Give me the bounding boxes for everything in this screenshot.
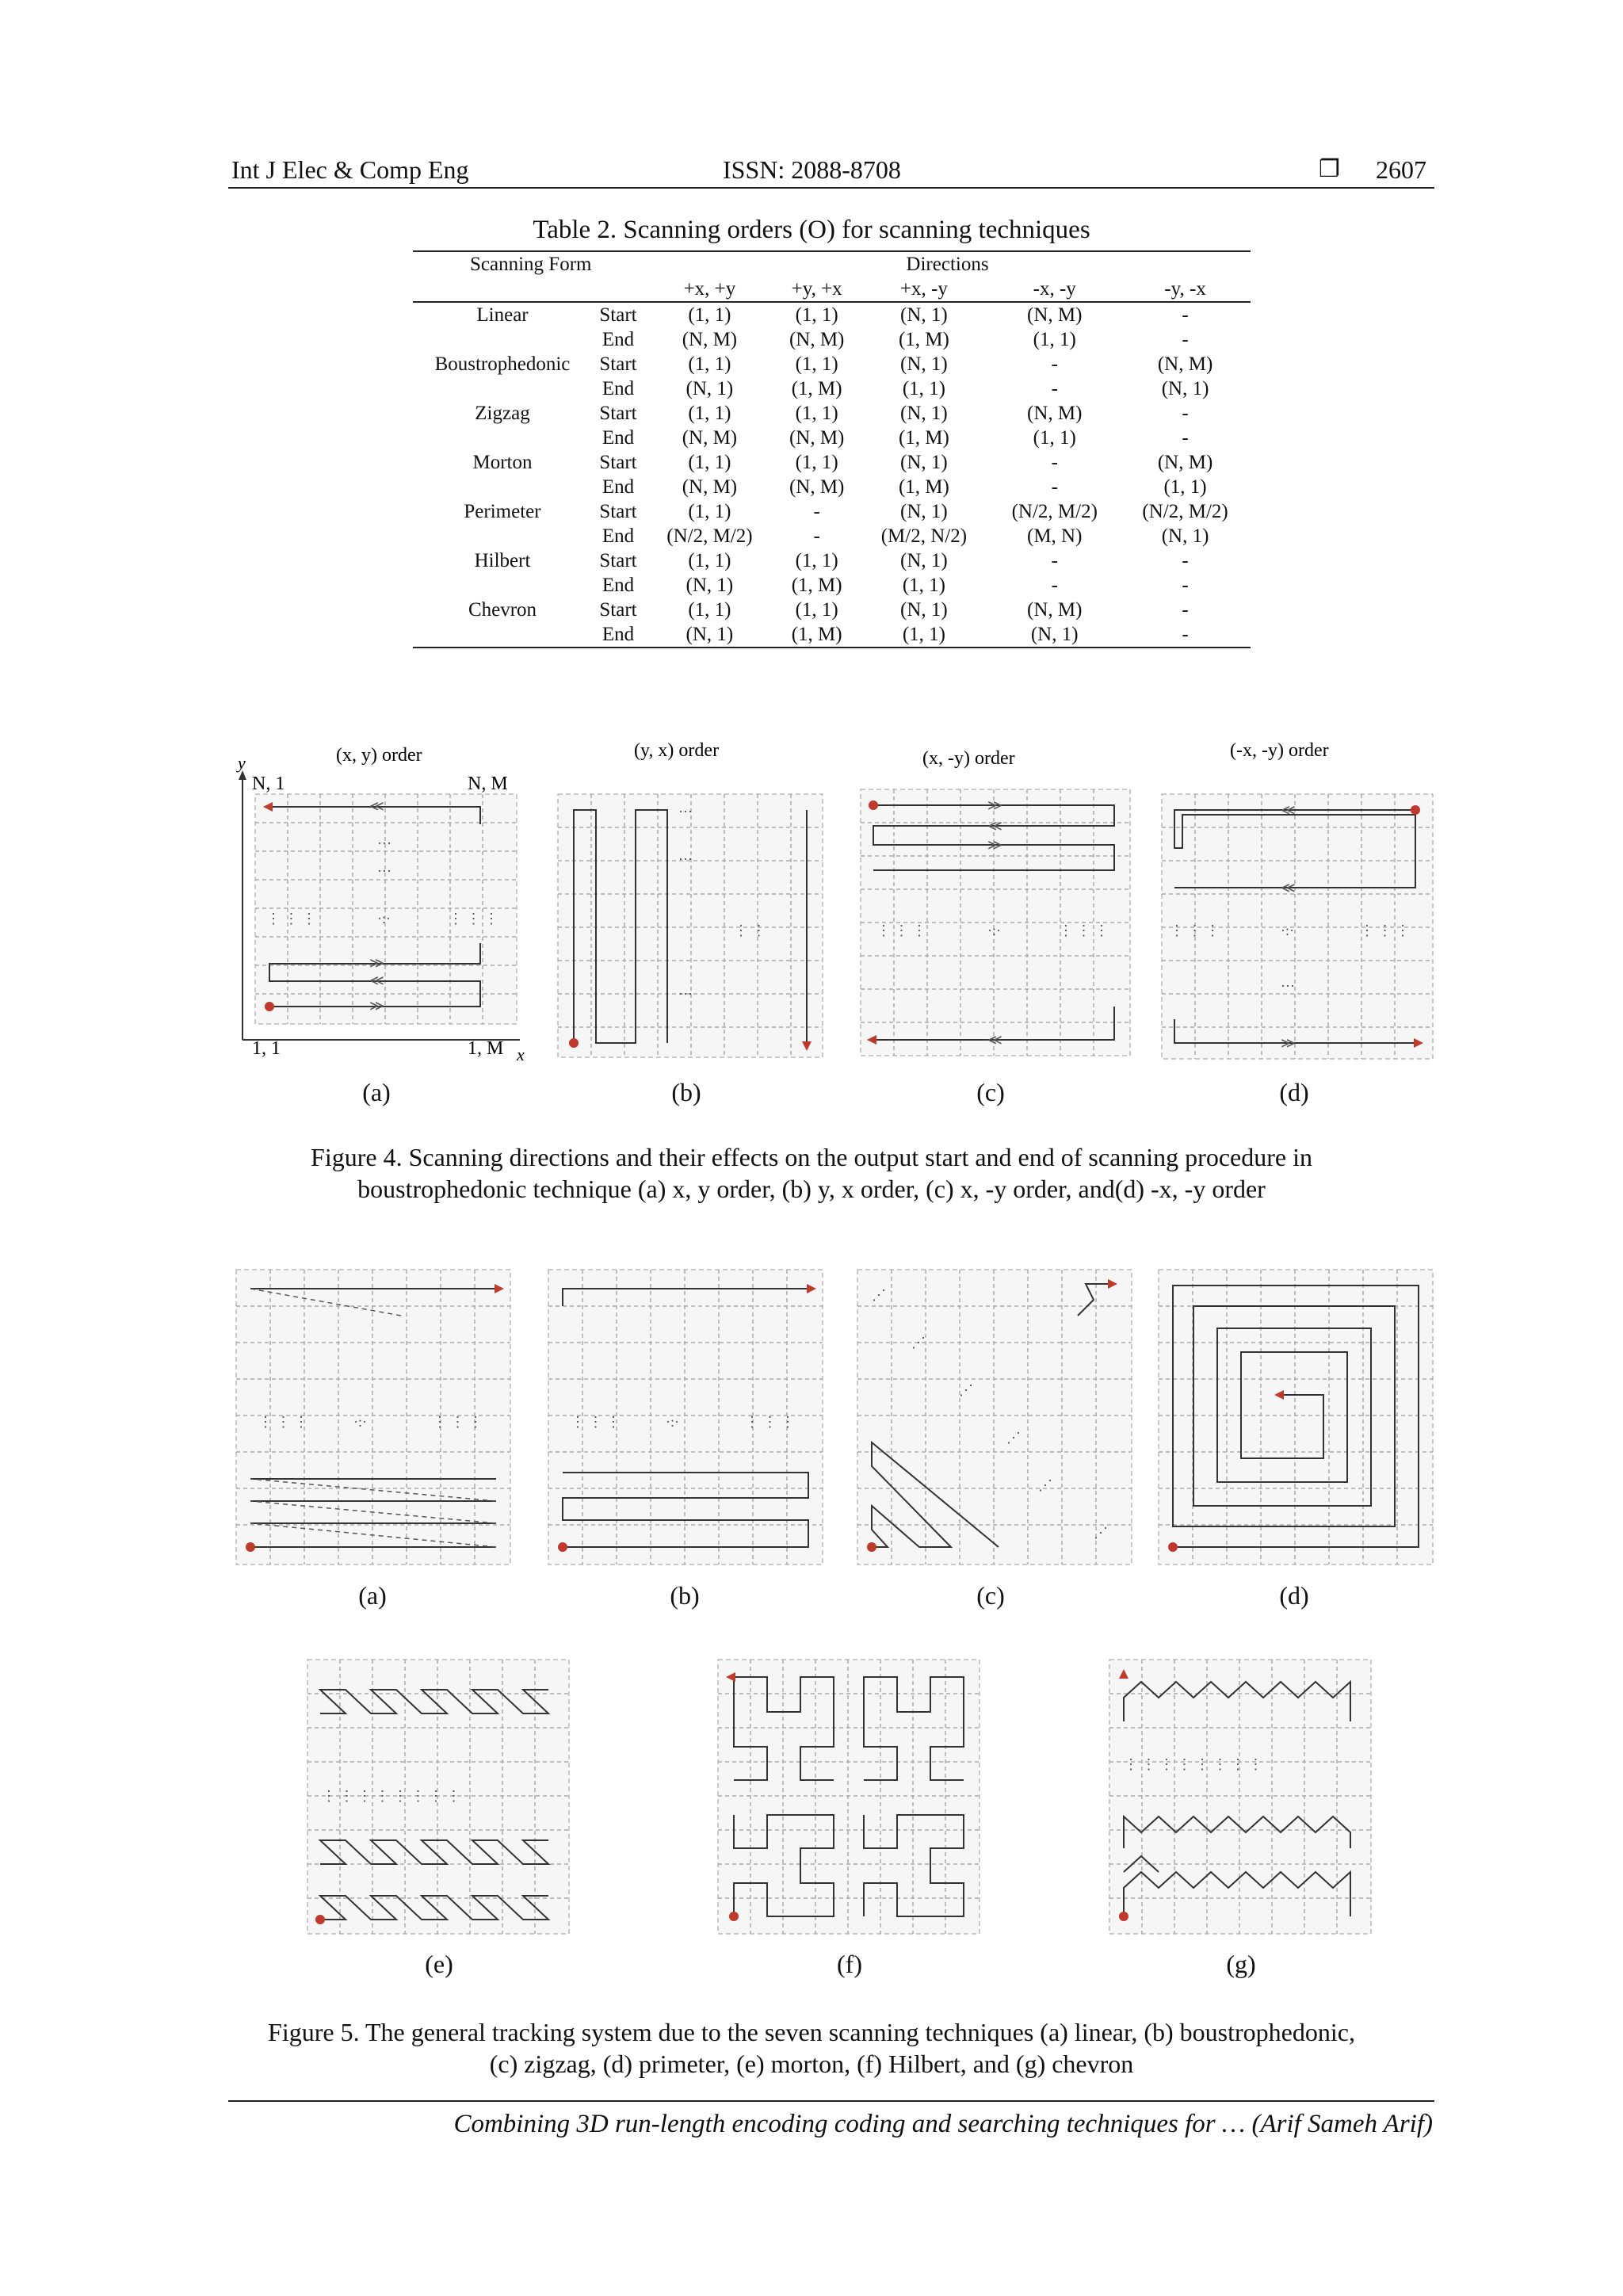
svg-text:·:·: ·:· bbox=[987, 923, 1001, 938]
order-value-cell: (1, 1) bbox=[1033, 329, 1076, 350]
svg-text:⋮ ⋮ ⋮: ⋮ ⋮ ⋮ bbox=[745, 1414, 795, 1430]
scanning-form-cell bbox=[413, 426, 592, 450]
scanning-form-cell bbox=[413, 376, 592, 401]
scanning-form-cell bbox=[413, 573, 592, 598]
start-end-label: Start bbox=[599, 550, 637, 571]
direction-header-row bbox=[413, 277, 1251, 302]
scanning-form-cell: Chevron bbox=[468, 599, 537, 621]
table-row bbox=[413, 524, 1251, 548]
order-value-cell: - bbox=[1051, 550, 1058, 571]
start-end-label: Start bbox=[599, 501, 637, 522]
start-end-label: End bbox=[601, 624, 635, 645]
order-value-cell: (N, M) bbox=[789, 427, 845, 449]
order-value-cell: (1, 1) bbox=[795, 353, 838, 375]
direction-header: -y, -x bbox=[1164, 278, 1206, 300]
table-row bbox=[413, 622, 1251, 648]
figure4-label-c: (c) bbox=[976, 1078, 1005, 1106]
scanning-form-cell bbox=[413, 622, 592, 648]
figure5-label-g: (g) bbox=[1226, 1950, 1256, 1978]
order-value-cell: (1, 1) bbox=[688, 304, 731, 326]
svg-text:·:·: ·:· bbox=[1281, 923, 1294, 938]
order-value-cell: (1, M) bbox=[791, 624, 842, 645]
svg-text:≫: ≫ bbox=[987, 837, 1002, 853]
figure4-panel-a bbox=[235, 745, 528, 1082]
start-end-label: Start bbox=[599, 353, 637, 375]
order-value-cell: (N, 1) bbox=[1161, 378, 1209, 399]
order-value-cell: (N, M) bbox=[682, 476, 738, 498]
order-value-cell: (N, M) bbox=[1027, 403, 1083, 424]
order-value-cell: (1, 1) bbox=[902, 575, 945, 596]
svg-text:⋯: ⋯ bbox=[678, 804, 693, 819]
order-value-cell: - bbox=[1182, 427, 1189, 449]
figure4-caption-line2: boustrophedonic technique (a) x, y order, (b) y, x order, (c) x, -y order, and(d) -x, -y order bbox=[357, 1175, 1266, 1203]
figure5-caption-line2: (c) zigzag, (d) primeter, (e) morton, (f) Hilbert, and (g) chevron bbox=[489, 2050, 1134, 2078]
svg-text:≫: ≫ bbox=[987, 797, 1002, 813]
svg-text:≪: ≪ bbox=[1281, 802, 1296, 818]
svg-text:⋮ ⋮ ⋮: ⋮ ⋮ ⋮ bbox=[433, 1414, 483, 1430]
corner-bottom-right-label: 1, M bbox=[468, 1038, 504, 1059]
svg-text:⋮ ⋮ ⋮: ⋮ ⋮ ⋮ bbox=[1360, 923, 1410, 938]
order-value-cell: (N, 1) bbox=[900, 501, 948, 522]
figure4-panel-c bbox=[853, 737, 1138, 1074]
scanning-form-cell: Perimeter bbox=[464, 501, 541, 522]
order-value-cell: (N, 1) bbox=[900, 599, 948, 621]
figure4-panel-d bbox=[1154, 737, 1439, 1074]
table-row bbox=[413, 352, 1251, 376]
svg-text:⋰: ⋰ bbox=[959, 1382, 973, 1398]
order-value-cell: (N, 1) bbox=[685, 575, 734, 596]
svg-text:⋮ ⋮ ⋮: ⋮ ⋮ ⋮ bbox=[1170, 923, 1220, 938]
order-value-cell: (N, 1) bbox=[900, 403, 948, 424]
order-value-cell: (N, M) bbox=[682, 329, 738, 350]
table-row bbox=[413, 376, 1251, 401]
order-value-cell: - bbox=[1182, 599, 1189, 621]
order-value-cell: - bbox=[1182, 550, 1189, 571]
figure4-caption-line1: Figure 4. Scanning directions and their effects on the output start and end of scanning procedure in bbox=[311, 1143, 1312, 1171]
svg-text:⋮ ⋮ ⋮ ⋮ ⋮ ⋮ ⋮ ⋮: ⋮ ⋮ ⋮ ⋮ ⋮ ⋮ ⋮ ⋮ bbox=[1124, 1756, 1263, 1772]
figure5-label-b: (b) bbox=[670, 1581, 700, 1610]
figure5-panel-morton bbox=[306, 1658, 572, 1941]
order-value-cell: (N, 1) bbox=[900, 550, 948, 571]
col-scanning-form: Scanning Form bbox=[470, 254, 592, 275]
order-value-cell: (N, 1) bbox=[900, 353, 948, 375]
start-end-label: End bbox=[601, 378, 635, 399]
figure5-panel-linear bbox=[235, 1268, 514, 1573]
order-value-cell: (N, M) bbox=[1027, 599, 1083, 621]
figure5-label-d: (d) bbox=[1279, 1581, 1309, 1610]
svg-text:⋮ ⋮: ⋮ ⋮ bbox=[734, 923, 766, 938]
footer-rule bbox=[228, 2100, 1434, 2102]
scanning-form-cell bbox=[413, 524, 592, 548]
svg-text:⋮ ⋮ ⋮: ⋮ ⋮ ⋮ bbox=[1059, 923, 1109, 938]
order-value-cell: (1, 1) bbox=[795, 452, 838, 473]
scanning-form-cell bbox=[413, 327, 592, 352]
order-value-cell: - bbox=[1182, 304, 1189, 326]
svg-text:≫: ≫ bbox=[369, 955, 384, 971]
svg-text:≪: ≪ bbox=[369, 798, 384, 814]
order-value-cell: (M, N) bbox=[1027, 525, 1083, 547]
start-end-label: Start bbox=[599, 452, 637, 473]
order-value-cell: (1, M) bbox=[791, 378, 842, 399]
order-value-cell: (1, 1) bbox=[1163, 476, 1207, 498]
order-value-cell: (1, 1) bbox=[688, 599, 731, 621]
svg-text:·:·: ·:· bbox=[377, 911, 391, 926]
order-value-cell: (1, 1) bbox=[795, 403, 838, 424]
order-value-cell: (N, M) bbox=[682, 427, 738, 449]
order-value-cell: - bbox=[1182, 575, 1189, 596]
start-end-label: Start bbox=[599, 403, 637, 424]
order-value-cell: - bbox=[1182, 329, 1189, 350]
scanning-orders-table bbox=[413, 250, 1251, 648]
order-value-cell: (1, 1) bbox=[795, 550, 838, 571]
table-row bbox=[413, 573, 1251, 598]
panel-title: (y, x) order bbox=[634, 740, 720, 761]
start-end-label: End bbox=[601, 329, 635, 350]
svg-text:⋯: ⋯ bbox=[678, 851, 693, 867]
order-value-cell: (N/2, M/2) bbox=[1142, 501, 1228, 522]
order-value-cell: (1, 1) bbox=[902, 624, 945, 645]
svg-text:≪: ≪ bbox=[369, 972, 384, 988]
order-value-cell: (1, M) bbox=[898, 427, 949, 449]
table-row bbox=[413, 475, 1251, 499]
panel-title: (-x, -y) order bbox=[1230, 740, 1329, 761]
issn: ISSN: 2088-8708 bbox=[723, 155, 901, 184]
figure5-label-f: (f) bbox=[837, 1950, 862, 1978]
svg-text:⋰: ⋰ bbox=[1094, 1525, 1108, 1541]
svg-text:≪: ≪ bbox=[987, 818, 1002, 834]
order-value-cell: (1, 1) bbox=[795, 599, 838, 621]
scanning-form-cell: Linear bbox=[476, 304, 529, 326]
order-value-cell: (1, M) bbox=[898, 329, 949, 350]
axis-x-label: x bbox=[517, 1045, 525, 1064]
svg-text:≫: ≫ bbox=[1281, 1035, 1296, 1051]
scanning-form-cell: Boustrophedonic bbox=[434, 353, 571, 375]
table-row bbox=[413, 327, 1251, 352]
checkbox-icon: ❐ bbox=[1319, 156, 1340, 182]
axis-y-label: y bbox=[238, 753, 246, 773]
order-value-cell: (1, 1) bbox=[688, 501, 731, 522]
svg-text:·:·: ·:· bbox=[353, 1414, 367, 1430]
figure5-panel-hilbert bbox=[716, 1658, 983, 1941]
start-end-label: Start bbox=[599, 304, 637, 326]
svg-text:⋰: ⋰ bbox=[1038, 1477, 1052, 1493]
start-end-label: End bbox=[601, 476, 635, 498]
svg-text:⋯: ⋯ bbox=[377, 863, 391, 879]
svg-text:≪: ≪ bbox=[987, 1032, 1002, 1048]
order-value-cell: - bbox=[1051, 353, 1058, 375]
order-value-cell: - bbox=[1182, 403, 1189, 424]
order-value-cell: (1, M) bbox=[791, 575, 842, 596]
order-value-cell: (N, M) bbox=[789, 476, 845, 498]
order-value-cell: - bbox=[1051, 378, 1058, 399]
table-row bbox=[413, 499, 1251, 524]
scanning-form-cell: Hilbert bbox=[474, 550, 531, 571]
order-value-cell: - bbox=[1182, 624, 1189, 645]
figure5-label-c: (c) bbox=[976, 1581, 1005, 1610]
order-value-cell: (N, 1) bbox=[685, 624, 734, 645]
direction-header: -x, -y bbox=[1033, 278, 1076, 300]
start-end-label: End bbox=[601, 575, 635, 596]
corner-top-right-label: N, M bbox=[468, 774, 508, 794]
figure5-panel-zigzag bbox=[856, 1268, 1135, 1573]
order-value-cell: (1, 1) bbox=[795, 304, 838, 326]
order-value-cell: (1, 1) bbox=[688, 550, 731, 571]
order-value-cell: (1, 1) bbox=[688, 403, 731, 424]
svg-text:⋰: ⋰ bbox=[911, 1335, 926, 1350]
journal-name: Int J Elec & Comp Eng bbox=[231, 155, 469, 184]
scanning-form-cell bbox=[413, 475, 592, 499]
order-value-cell: (N, 1) bbox=[900, 304, 948, 326]
start-end-label: End bbox=[601, 427, 635, 449]
svg-text:⋯: ⋯ bbox=[678, 986, 693, 1002]
table-row bbox=[413, 450, 1251, 475]
figure5-label-a: (a) bbox=[358, 1581, 387, 1610]
svg-text:·:·: ·:· bbox=[666, 1414, 679, 1430]
order-value-cell: (M/2, N/2) bbox=[880, 525, 968, 547]
order-value-cell: (N, 1) bbox=[1030, 624, 1079, 645]
table-title: Table 2. Scanning orders (O) for scanning techniques bbox=[533, 216, 1090, 244]
order-value-cell: (N, M) bbox=[789, 329, 845, 350]
order-value-cell: (1, 1) bbox=[688, 452, 731, 473]
figure4-label-b: (b) bbox=[671, 1078, 701, 1106]
figure4-label-a: (a) bbox=[362, 1078, 391, 1106]
figure4-label-d: (d) bbox=[1279, 1078, 1309, 1106]
panel-title: (x, -y) order bbox=[922, 748, 1015, 769]
order-value-cell: (1, 1) bbox=[902, 378, 945, 399]
order-value-cell: - bbox=[1051, 452, 1058, 473]
table-row bbox=[413, 426, 1251, 450]
figure5-panel-perimeter bbox=[1157, 1268, 1436, 1573]
order-value-cell: - bbox=[813, 501, 820, 522]
scanning-form-cell: Morton bbox=[472, 452, 533, 473]
order-value-cell: - bbox=[1051, 476, 1058, 498]
svg-text:⋯: ⋯ bbox=[1281, 978, 1295, 994]
svg-text:⋮ ⋮ ⋮ ⋮ ⋮ ⋮ ⋮ ⋮: ⋮ ⋮ ⋮ ⋮ ⋮ ⋮ ⋮ ⋮ bbox=[322, 1788, 461, 1804]
table-row bbox=[413, 401, 1251, 426]
order-value-cell: (N, M) bbox=[1157, 452, 1213, 473]
panel-title: (x, y) order bbox=[336, 745, 422, 766]
start-end-label: Start bbox=[599, 599, 637, 621]
svg-text:⋮ ⋮ ⋮: ⋮ ⋮ ⋮ bbox=[266, 911, 316, 926]
order-value-cell: (N, 1) bbox=[1161, 525, 1209, 547]
page-number: 2607 bbox=[1376, 155, 1426, 184]
figure4-panel-b bbox=[552, 737, 829, 1074]
order-value-cell: - bbox=[813, 525, 820, 547]
svg-text:⋮ ⋮ ⋮: ⋮ ⋮ ⋮ bbox=[258, 1414, 308, 1430]
svg-text:⋯: ⋯ bbox=[377, 835, 391, 851]
order-value-cell: (N, 1) bbox=[685, 378, 734, 399]
order-value-cell: (N, M) bbox=[1157, 353, 1213, 375]
order-value-cell: - bbox=[1051, 575, 1058, 596]
corner-top-left-label: N, 1 bbox=[252, 774, 285, 794]
table-row bbox=[413, 598, 1251, 622]
figure5-label-e: (e) bbox=[425, 1950, 453, 1978]
order-value-cell: (N, 1) bbox=[900, 452, 948, 473]
direction-header: +x, -y bbox=[899, 278, 948, 300]
table-row bbox=[413, 548, 1251, 573]
corner-bottom-left-label: 1, 1 bbox=[252, 1038, 281, 1059]
figure5-panel-chevron bbox=[1108, 1658, 1374, 1941]
svg-text:⋰: ⋰ bbox=[1006, 1430, 1021, 1446]
header-rule bbox=[228, 187, 1434, 189]
order-value-cell: (1, M) bbox=[898, 476, 949, 498]
order-value-cell: (N/2, M/2) bbox=[666, 525, 753, 547]
running-title: Combining 3D run-length encoding coding and searching techniques for … (Arif Sameh Arif) bbox=[453, 2110, 1433, 2138]
order-value-cell: (1, 1) bbox=[688, 353, 731, 375]
figure5-caption-line1: Figure 5. The general tracking system due to the seven scanning techniques (a) linear, (b) boustrophedonic, bbox=[268, 2018, 1355, 2046]
direction-header: +x, +y bbox=[683, 278, 736, 300]
svg-text:⋮ ⋮ ⋮: ⋮ ⋮ ⋮ bbox=[571, 1414, 621, 1430]
figure5-panel-boustrophedonic bbox=[547, 1268, 826, 1573]
scanning-form-cell: Zigzag bbox=[475, 403, 530, 424]
col-directions: Directions bbox=[906, 254, 989, 275]
svg-text:≫: ≫ bbox=[369, 998, 384, 1014]
order-value-cell: (1, 1) bbox=[1033, 427, 1076, 449]
svg-text:⋮ ⋮ ⋮: ⋮ ⋮ ⋮ bbox=[876, 923, 926, 938]
svg-text:⋰: ⋰ bbox=[872, 1287, 886, 1303]
start-end-label: End bbox=[601, 525, 635, 547]
order-value-cell: (N/2, M/2) bbox=[1011, 501, 1098, 522]
svg-text:≪: ≪ bbox=[1281, 880, 1296, 896]
direction-header: +y, +x bbox=[791, 278, 842, 300]
table-row bbox=[413, 302, 1251, 327]
svg-text:⋮ ⋮ ⋮: ⋮ ⋮ ⋮ bbox=[449, 911, 498, 926]
order-value-cell: (N, M) bbox=[1027, 304, 1083, 326]
